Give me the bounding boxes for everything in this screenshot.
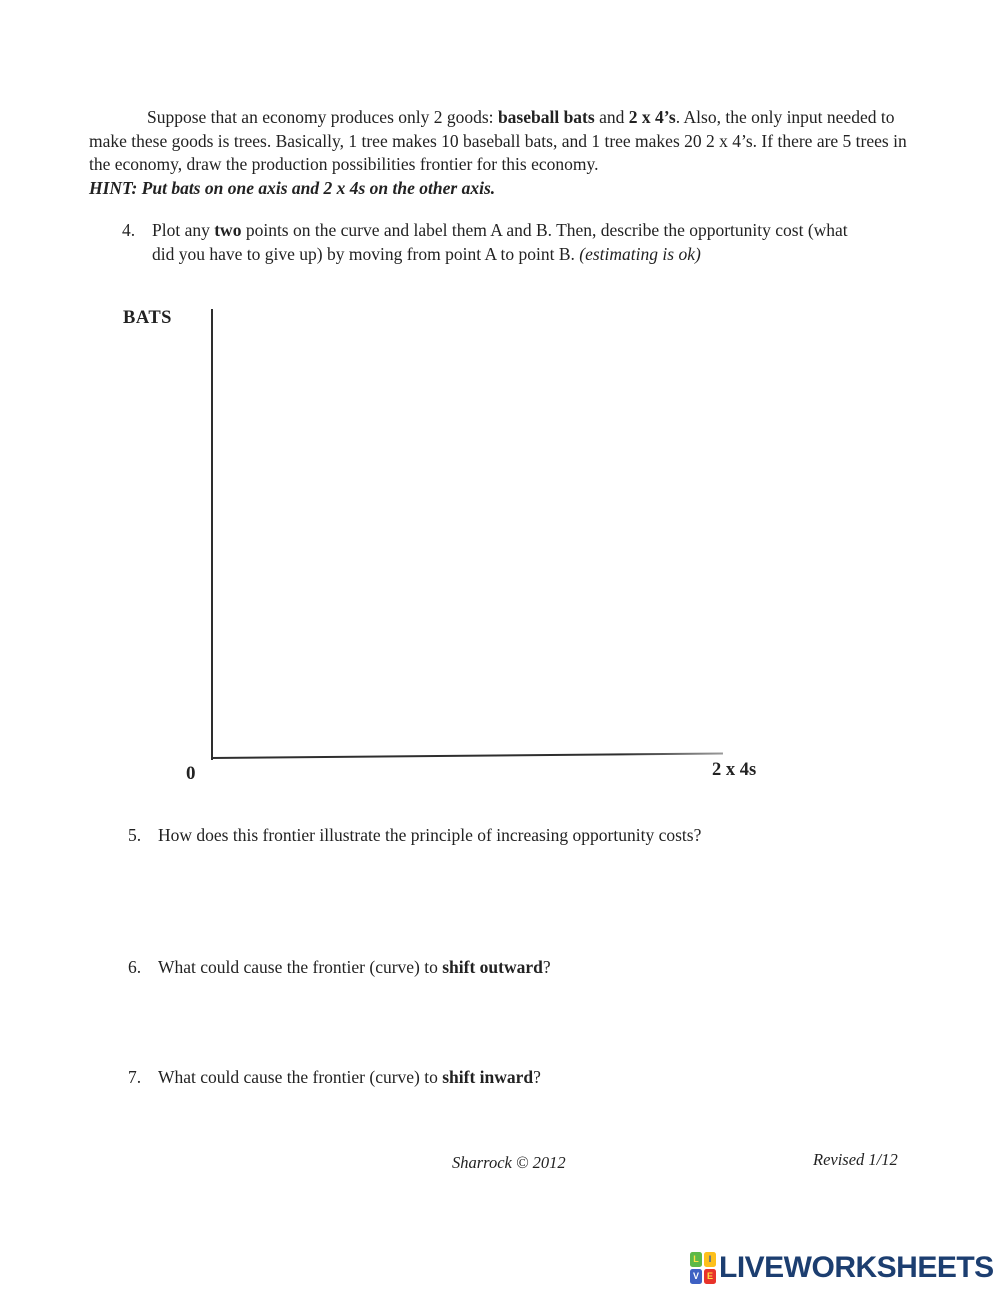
question-4 — [122, 218, 862, 266]
intro-part1: Suppose that an economy produces only 2 goods: — [147, 107, 498, 127]
chart-y-axis-label: BATS — [123, 308, 172, 328]
intro-part3: . Also, the only input needed to make these goods is trees. Basically, 1 tree makes 10 baseball bats, and 1 tree makes 20 2 x 4’s. If there are 5 trees in the economy, draw the production possibilities frontier for this economy. — [89, 107, 907, 174]
question-4-text — [152, 218, 862, 266]
chart-origin-label: 0 — [186, 763, 196, 784]
chart-y-axis-line — [211, 309, 213, 760]
question-6-bold-shift-outward: shift outward — [442, 957, 543, 977]
logo-square-i: I — [704, 1252, 716, 1267]
question-5 — [128, 823, 701, 847]
question-6-number: 6. — [128, 957, 142, 977]
footer-author: Sharrock © 2012 — [452, 1153, 566, 1172]
question-6 — [128, 955, 551, 979]
logo-square-l: L — [690, 1252, 702, 1267]
liveworksheets-logo-text: LIVEWORKSHEETS — [719, 1251, 994, 1284]
question-7-text — [158, 1065, 541, 1089]
question-6-part2: ? — [542, 957, 551, 977]
intro-bold-2x4s: 2 x 4’s — [628, 107, 676, 127]
question-6-text — [158, 955, 551, 979]
question-4-part1: Plot any — [152, 220, 215, 240]
logo-square-e: E — [704, 1269, 716, 1284]
footer-revised: Revised 1/12 — [813, 1150, 898, 1169]
question-7 — [128, 1065, 541, 1089]
question-7-number: 7. — [128, 1067, 142, 1087]
chart-x-axis-line — [211, 753, 723, 759]
question-4-number: 4. — [122, 220, 136, 240]
intro-paragraph — [89, 106, 919, 200]
question-4-bold-two: two — [214, 220, 242, 240]
chart-x-axis-label: 2 x 4s — [712, 760, 757, 780]
question-7-part1: What could cause the frontier (curve) to — [158, 1067, 443, 1087]
question-4-italic-estimating: (estimating is ok) — [579, 244, 701, 264]
question-4-part2: points on the curve and label them A and B. Then, describe the opportunity cost (what did you have to give up) by moving from point A to point B. — [152, 220, 848, 264]
liveworksheets-logo[interactable] — [690, 1252, 994, 1284]
intro-part2: and — [594, 107, 629, 127]
question-5-number: 5. — [128, 825, 142, 845]
logo-square-v: V — [690, 1269, 702, 1284]
question-5-text: How does this frontier illustrate the principle of increasing opportunity costs? — [158, 825, 702, 845]
question-7-part2: ? — [533, 1067, 541, 1087]
liveworksheets-logo-icon — [690, 1252, 716, 1284]
question-7-bold-shift-inward: shift inward — [442, 1067, 534, 1087]
intro-text — [89, 106, 919, 177]
hint-line: HINT: Put bats on one axis and 2 x 4s on the other axis. — [89, 177, 496, 198]
intro-bold-baseball-bats: baseball bats — [497, 107, 595, 127]
question-6-part1: What could cause the frontier (curve) to — [158, 957, 443, 977]
